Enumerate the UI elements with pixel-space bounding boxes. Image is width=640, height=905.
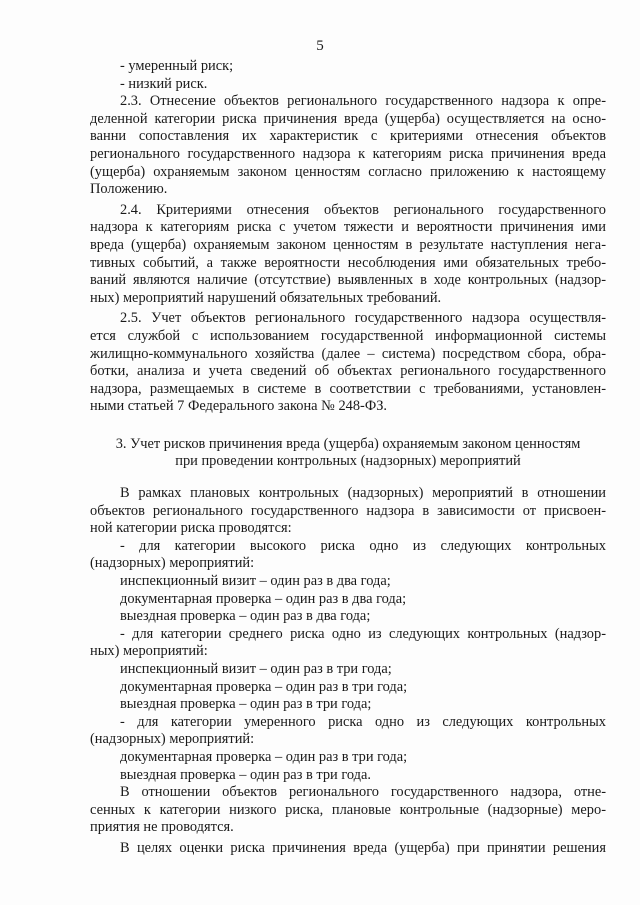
page-number: 5 [316, 38, 324, 54]
paragraph-line: ется службой с использованием государственной информационной системы [90, 327, 606, 344]
paragraph-line: ных) мероприятий нарушений обязательных требований. [90, 289, 442, 306]
paragraph-line: вреда (ущерба) охраняемым законом ценностям в результате наступления нега- [90, 236, 606, 253]
paragraph-line: 2.4. Критериями отнесения объектов регионального государственного [120, 201, 606, 218]
list-item: выездная проверка – один раз в два года; [120, 608, 371, 625]
paragraph-line: жилищно-коммунального хозяйства (далее – система) посредством сбора, обра- [90, 345, 606, 362]
list-item: выездная проверка – один раз в три года. [120, 766, 371, 783]
paragraph-line: регионального государственного надзора к категориям риска причинения вреда [90, 145, 606, 162]
paragraph-line: ной категории риска проводятся: [90, 520, 292, 537]
medium-risk-block [90, 626, 606, 714]
list-item: документарная проверка – один раз в два года; [120, 590, 407, 607]
list-item: документарная проверка – один раз в три года; [120, 748, 408, 765]
paragraph-line: тивных событий, а также вероятности несоблюдения ими обязательных требо- [90, 254, 606, 271]
document-body [90, 58, 606, 858]
paragraph-line: В рамках плановых контрольных (надзорных) мероприятий в отношении [120, 485, 606, 502]
paragraph-line: (надзорных) мероприятий: [90, 731, 255, 748]
list-item: инспекционный визит – один раз в два года; [120, 573, 391, 590]
paragraph-line: В отношении объектов регионального государственного надзора, отне- [120, 784, 606, 801]
paragraph-line: надзора, размещаемых в системе в соответствии с требованиями, установлен- [90, 380, 606, 397]
section-3-intro [90, 485, 606, 538]
paragraph-line: - для категории умеренного риска одно из следующих контрольных [120, 713, 606, 730]
paragraph-line: ботки, анализа и учета сведений об объектах регионального государственного [90, 363, 606, 380]
paragraph-2-5 [90, 310, 606, 416]
list-item: инспекционный визит – один раз в три года; [120, 661, 392, 677]
list-item: - низкий риск. [120, 75, 208, 92]
paragraph-line: - для категории среднего риска одно из следующих контрольных (надзор- [120, 625, 606, 642]
paragraph-line: (надзорных) мероприятий: [90, 555, 255, 572]
paragraph-2-4 [90, 202, 606, 308]
paragraph-line: ваний являются наличие (отсутствие) выявленных в ходе контрольных (надзор- [90, 272, 606, 289]
paragraph-line: ных) мероприятий: [90, 643, 208, 660]
risk-assessment-paragraph [90, 840, 606, 858]
paragraph-line: 2.3. Отнесение объектов регионального государственного надзора к опре- [120, 93, 606, 110]
paragraph-line: сенных к категории низкого риска, плановые контрольные (надзорные) меро- [90, 801, 606, 818]
paragraph-line: приятия не проводятся. [90, 819, 234, 836]
list-item: документарная проверка – один раз в три года; [120, 678, 408, 695]
moderate-risk-block [90, 714, 606, 784]
list-item: - умеренный риск; [120, 58, 234, 74]
heading-line: при проведении контрольных (надзорных) мероприятий [175, 453, 521, 470]
section-3-heading [90, 436, 606, 471]
paragraph-line: ванни сопоставления их характеристик с критериями отнесения объектов [90, 128, 606, 145]
paragraph-line: (ущерба) охраняемым законом ценностям согласно приложению к настоящему [90, 163, 606, 180]
paragraph-line: деленной категории риска причинения вреда (ущерба) осуществляется на осно- [90, 110, 606, 127]
paragraph-line: ными статьей 7 Федерального закона № 248-ФЗ. [90, 398, 388, 415]
list-item: выездная проверка – один раз в три года; [120, 696, 372, 713]
paragraph-line: 2.5. Учет объектов регионального государственного надзора осуществля- [120, 310, 606, 327]
paragraph-line: В целях оценки риска причинения вреда (ущерба) при принятии решения [120, 839, 606, 856]
paragraph-line: Положению. [90, 181, 168, 198]
paragraph-line: надзора к категориям риска с учетом тяжести и вероятности причинения ими [90, 219, 606, 236]
paragraph-line: - для категории высокого риска одно из следующих контрольных [120, 537, 606, 554]
heading-line: 3. Учет рисков причинения вреда (ущерба) охраняемым законом ценностям [115, 435, 581, 452]
paragraph-2-3 [90, 93, 606, 199]
risk-levels-list-tail [90, 58, 606, 93]
high-risk-block [90, 538, 606, 626]
low-risk-block [90, 784, 606, 837]
paragraph-line: объектов регионального государственного надзора в зависимости от присвоен- [90, 502, 606, 519]
